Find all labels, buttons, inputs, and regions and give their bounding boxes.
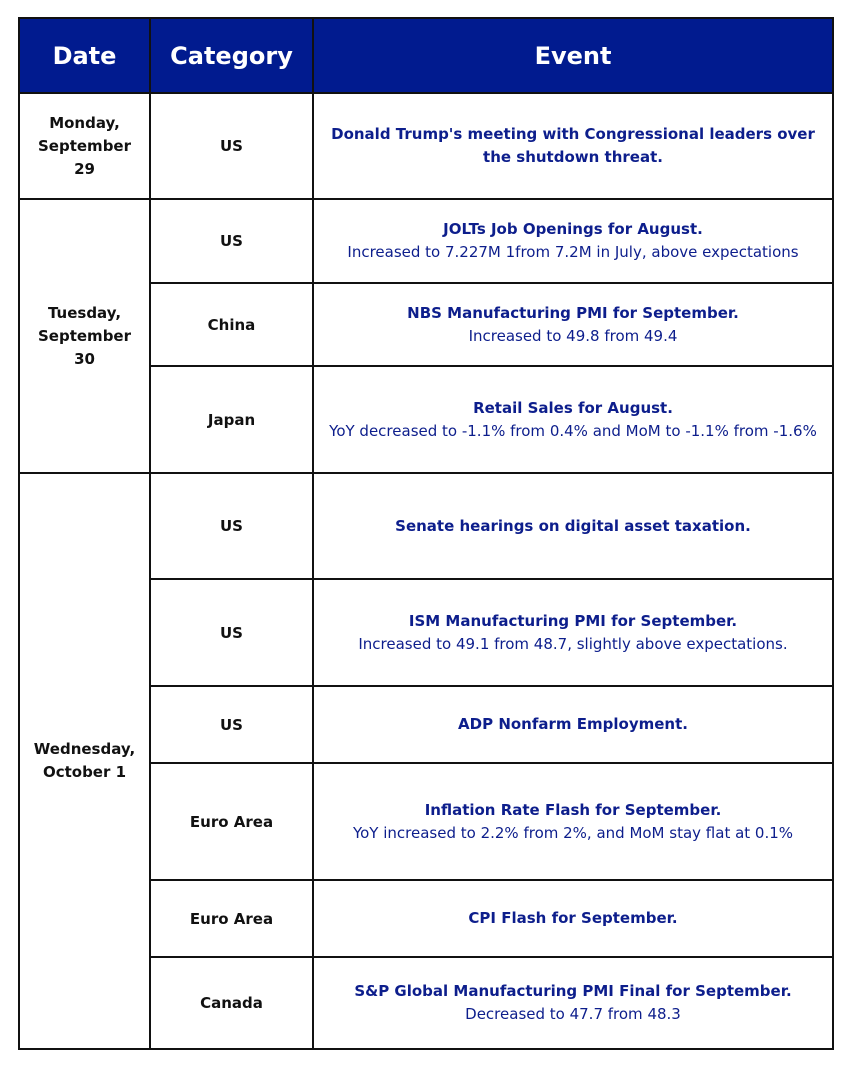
category-cell: US xyxy=(150,579,313,686)
date-line: October 1 xyxy=(42,763,127,781)
event-cell xyxy=(313,957,833,1049)
event-detail: Increased to 49.1 from 48.7, slightly above expectations. xyxy=(358,634,788,653)
category-cell: US xyxy=(150,199,313,283)
event-cell xyxy=(313,579,833,686)
date-line: September xyxy=(38,136,131,155)
category-cell: Canada xyxy=(150,957,313,1049)
date-line: Tuesday, xyxy=(47,303,122,322)
event-title: NBS Manufacturing PMI for September. xyxy=(407,303,739,322)
date-line: 30 xyxy=(74,349,95,368)
category-cell: US xyxy=(150,473,313,579)
header-row xyxy=(19,18,833,93)
event-detail: Increased to 7.227M 1from 7.2M in July, above expectations xyxy=(347,243,799,261)
event-cell xyxy=(313,880,833,957)
event-title: CPI Flash for September. xyxy=(468,909,678,927)
date-line: Monday, xyxy=(49,113,120,132)
header-category: Category xyxy=(150,18,313,93)
event-detail: YoY increased to 2.2% from 2%, and MoM stay flat at 0.1% xyxy=(352,823,794,842)
event-title: ISM Manufacturing PMI for September. xyxy=(408,611,738,630)
event-title: Retail Sales for August. xyxy=(473,398,673,417)
event-detail: Increased to 49.8 from 49.4 xyxy=(468,326,678,345)
category-cell: China xyxy=(150,283,313,366)
event-detail: YoY decreased to -1.1% from 0.4% and MoM to -1.1% from -1.6% xyxy=(329,421,817,440)
event-title: Inflation Rate Flash for September. xyxy=(424,800,722,819)
date-cell xyxy=(19,93,150,199)
date-line: 29 xyxy=(74,159,95,178)
category-cell: Euro Area xyxy=(150,880,313,957)
event-title: ADP Nonfarm Employment. xyxy=(458,715,688,733)
table-row xyxy=(19,199,833,283)
event-cell xyxy=(313,283,833,366)
header-date: Date xyxy=(19,18,150,93)
event-cell xyxy=(313,763,833,880)
event-title: S&P Global Manufacturing PMI Final for September. xyxy=(354,982,792,1000)
category-cell: US xyxy=(150,686,313,763)
date-line: Wednesday, xyxy=(33,740,136,758)
event-cell xyxy=(313,473,833,579)
event-title: Senate hearings on digital asset taxation. xyxy=(395,516,751,535)
category-cell: Japan xyxy=(150,366,313,473)
event-cell xyxy=(313,686,833,763)
date-cell xyxy=(19,199,150,473)
event-title: Donald Trump's meeting with Congressional leaders over the shutdown threat. xyxy=(331,125,815,166)
economic-calendar-table xyxy=(18,17,834,1050)
category-cell: Euro Area xyxy=(150,763,313,880)
event-cell xyxy=(313,199,833,283)
event-title: JOLTs Job Openings for August. xyxy=(443,220,703,238)
date-cell xyxy=(19,473,150,1049)
event-cell xyxy=(313,366,833,473)
table-row xyxy=(19,93,833,199)
table-row xyxy=(19,473,833,579)
header-event: Event xyxy=(313,18,833,93)
event-detail: Decreased to 47.7 from 48.3 xyxy=(465,1005,681,1023)
date-line: September xyxy=(38,326,131,345)
category-cell: US xyxy=(150,93,313,199)
event-cell xyxy=(313,93,833,199)
